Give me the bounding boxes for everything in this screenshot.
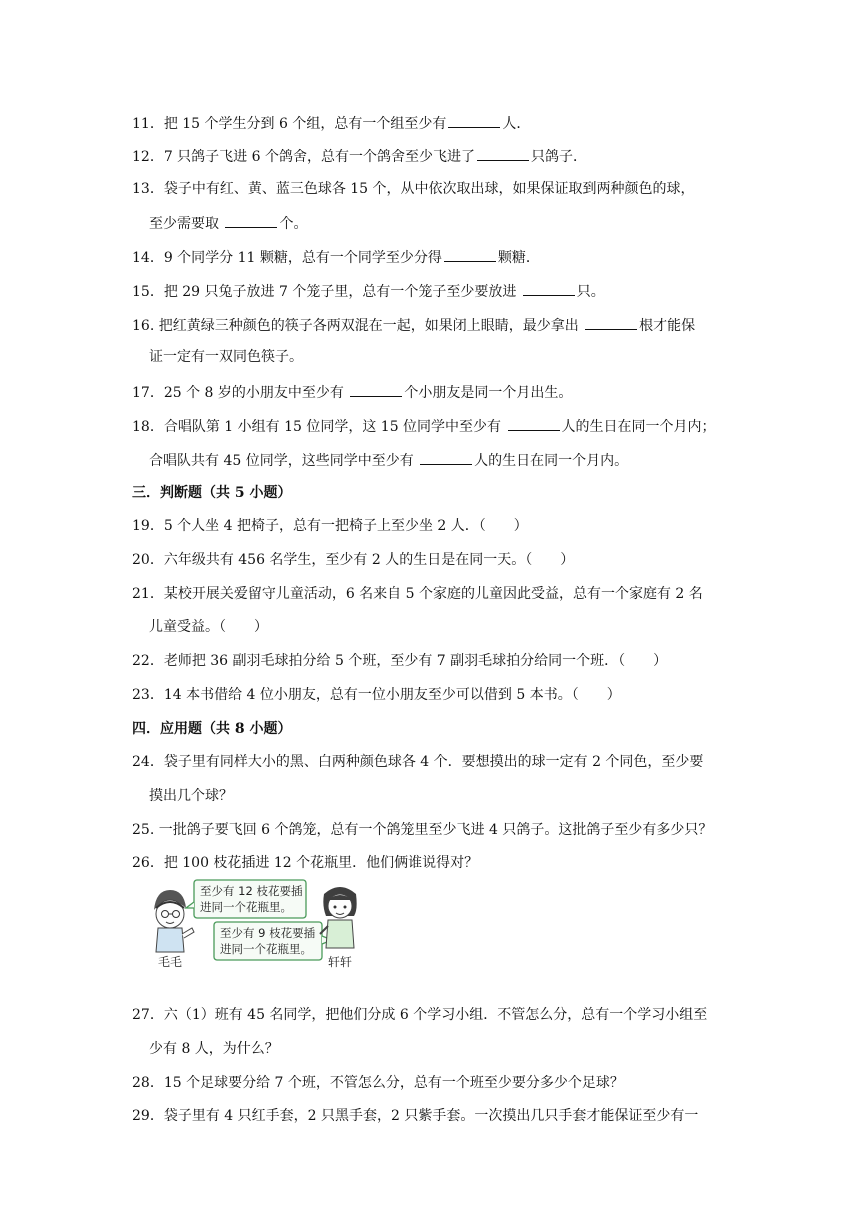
question-24-line-2: 摸出几个球？ xyxy=(149,788,233,804)
answer-blank xyxy=(508,415,560,431)
answer-blank xyxy=(420,449,472,465)
speech-bubble-xuanxuan xyxy=(214,922,332,960)
question-25: 25. 一批鸽子要飞回 6 个鸽笼，总有一个鸽笼里至少飞进 4 只鸽子。这批鸽子至少有多少只？ xyxy=(132,822,713,838)
question-27-line-2: 少有 8 人，为什么？ xyxy=(149,1041,279,1057)
answer-blank xyxy=(225,212,277,228)
question-17: 17．25 个 8 岁的小朋友中至少有 个小朋友是同一个月出生。 xyxy=(132,381,572,403)
dialogue-illustration xyxy=(150,876,360,970)
bubble-xuanxuan-line-1: 至少有 9 枝花要插 xyxy=(220,926,316,940)
question-29: 29．袋子里有 4 只红手套，2 只黑手套，2 只紫手套。一次摸出几只手套才能保证至少有一 xyxy=(132,1108,699,1124)
section-heading-application: 四．应用题（共 8 小题） xyxy=(132,721,292,737)
answer-blank xyxy=(523,280,575,296)
question-26: 26．把 100 枝花插进 12 个花瓶里．他们俩谁说得对？ xyxy=(132,855,479,871)
question-18-line-1: 18．合唱队第 1 小组有 15 位同学，这 15 位同学中至少有 人的生日在同一个月内； xyxy=(132,415,716,437)
answer-blank xyxy=(444,246,496,262)
name-label-maomao: 毛毛 xyxy=(158,955,183,969)
question-14: 14．9 个同学分 11 颗糖，总有一个同学至少分得 颗糖． xyxy=(132,246,540,268)
question-19: 19．5 个人坐 4 把椅子，总有一把椅子上至少坐 2 人．（ ） xyxy=(132,518,528,534)
question-13-line-1: 13．袋子中有红、黄、蓝三色球各 15 个，从中依次取出球，如果保证取到两种颜色的球， xyxy=(132,181,695,197)
question-16-line-2: 证一定有一双同色筷子。 xyxy=(149,349,303,365)
answer-blank xyxy=(350,381,402,397)
question-16-line-1: 16. 把红黄绿三种颜色的筷子各两双混在一起，如果闭上眼睛，最少拿出 根才能保 xyxy=(132,314,695,336)
bubble-maomao-line-2: 进同一个花瓶里。 xyxy=(200,900,292,914)
question-20: 20．六年级共有 456 名学生，至少有 2 人的生日是在同一天。（ ） xyxy=(132,552,575,568)
dialogue-illustration-svg xyxy=(150,876,360,970)
bubble-maomao-line-1: 至少有 12 枝花要插 xyxy=(200,884,303,898)
answer-blank xyxy=(477,145,529,161)
answer-blank xyxy=(448,112,500,128)
question-28: 28．15 个足球要分给 7 个班，不管怎么分，总有一个班至少要分多少个足球？ xyxy=(132,1075,624,1091)
question-13-line-2: 至少需要取 个。 xyxy=(149,212,307,234)
question-11: 11．把 15 个学生分到 6 个组，总有一个组至少有 人． xyxy=(132,112,530,134)
question-15: 15．把 29 只兔子放进 7 个笼子里，总有一个笼子至少要放进 只。 xyxy=(132,280,605,302)
question-27-line-1: 27．六（1）班有 45 名同学，把他们分成 6 个学习小组．不管怎么分，总有一个学习小组至 xyxy=(132,1007,708,1023)
question-23: 23．14 本书借给 4 位小朋友，总有一位小朋友至少可以借到 5 本书。（ ） xyxy=(132,687,621,703)
section-heading-judgment: 三．判断题（共 5 小题） xyxy=(132,485,292,501)
question-24-line-1: 24．袋子里有同样大小的黑、白两种颜色球各 4 个．要想摸出的球一定有 2 个同色，至少要 xyxy=(132,754,704,770)
speech-bubble-maomao xyxy=(186,880,306,918)
question-21-line-1: 21．某校开展关爱留守儿童活动，6 名来自 5 个家庭的儿童因此受益，总有一个家庭有 2 名 xyxy=(132,586,703,602)
question-21-line-2: 儿童受益。（ ） xyxy=(149,619,268,635)
question-18-line-2: 合唱队共有 45 位同学，这些同学中至少有 人的生日在同一个月内。 xyxy=(149,449,628,471)
answer-blank xyxy=(585,314,637,330)
name-label-xuanxuan: 轩轩 xyxy=(328,955,353,969)
bubble-xuanxuan-line-2: 进同一个花瓶里。 xyxy=(220,942,312,956)
question-22: 22．老师把 36 副羽毛球拍分给 5 个班，至少有 7 副羽毛球拍分给同一个班．（ ） xyxy=(132,653,668,669)
boy-maomao-figure xyxy=(154,890,194,952)
question-12: 12．7 只鸽子飞进 6 个鸽舍，总有一个鸽舍至少飞进了 只鸽子． xyxy=(132,145,587,167)
